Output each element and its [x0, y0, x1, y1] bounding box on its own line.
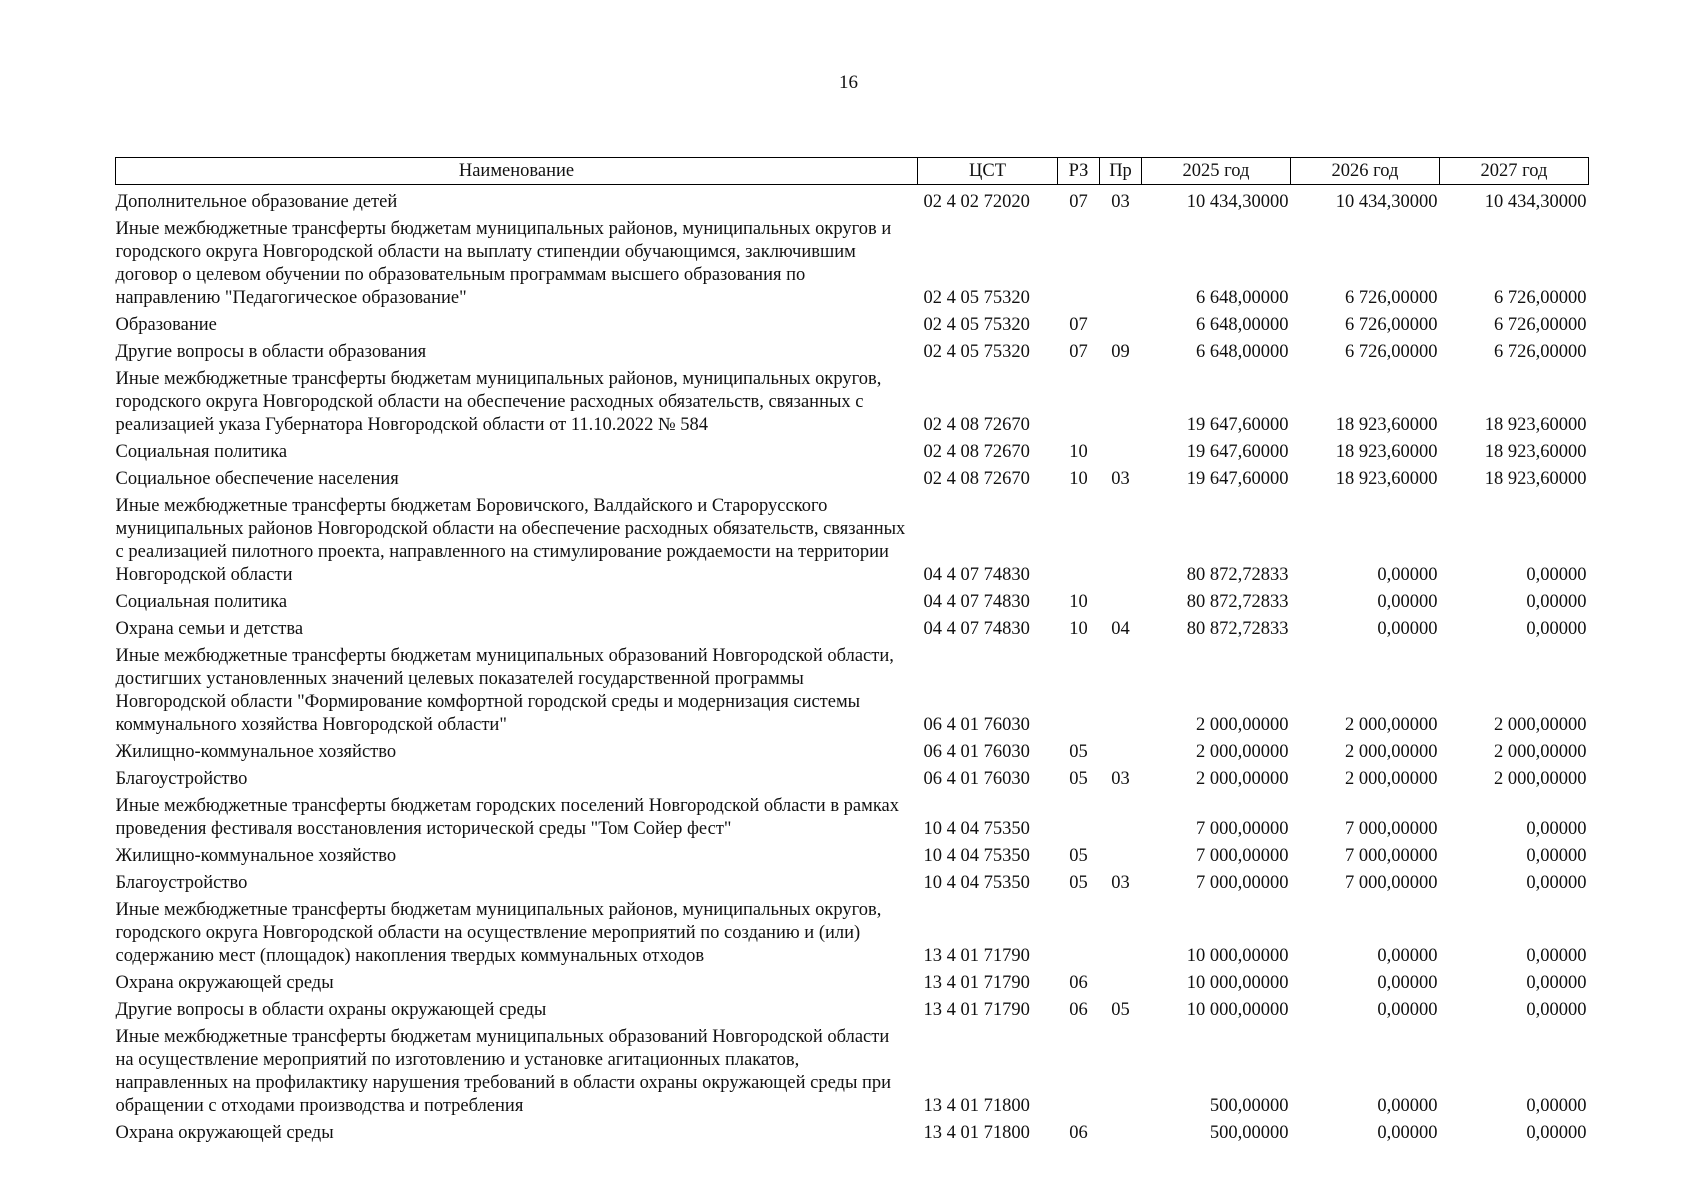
- cell-cst: 02 4 05 75320: [923, 288, 1030, 308]
- cell-2025: 80 872,72833: [1186, 619, 1289, 639]
- cell-cst: 06 4 01 76030: [923, 742, 1030, 762]
- cell-2025: 19 647,60000: [1186, 415, 1289, 435]
- cell-pr: [1100, 1119, 1142, 1146]
- cell-name: Охрана семьи и детства: [115, 619, 304, 639]
- cell-rz: [1058, 492, 1100, 588]
- cell-cst: 02 4 02 72020: [923, 192, 1030, 212]
- cell-cst: 02 4 05 75320: [923, 342, 1030, 362]
- cell-cst: 06 4 01 76030: [923, 769, 1030, 789]
- table-row: [116, 896, 1589, 969]
- cell-rz: 05: [1069, 742, 1088, 762]
- cell-2027: 2 000,00000: [1494, 769, 1587, 789]
- cell-2027: 2 000,00000: [1494, 742, 1587, 762]
- cell-name: Иные межбюджетные трансферты бюджетам муниципальных образований Новгородской области на осуществление мероприятий по изготовлению и установке агитационных плакатов, направленных на профилактику нарушения требований в области охраны окружающей среды при обращении с отходами производства и потребления: [115, 1027, 892, 1116]
- cell-name: Социальная политика: [115, 442, 288, 462]
- cell-pr: [1100, 969, 1142, 996]
- cell-cst: 02 4 05 75320: [923, 315, 1030, 335]
- cell-2027: 2 000,00000: [1494, 715, 1587, 735]
- cell-2025: 10 434,30000: [1186, 192, 1289, 212]
- cell-2027: 6 726,00000: [1494, 288, 1587, 308]
- cell-2025: 10 000,00000: [1186, 1000, 1289, 1020]
- cell-rz: 10: [1069, 469, 1088, 489]
- cell-2025: 6 648,00000: [1196, 288, 1289, 308]
- cell-2025: 7 000,00000: [1196, 873, 1289, 893]
- cell-2026: 7 000,00000: [1345, 873, 1438, 893]
- cell-2027: 0,00000: [1526, 946, 1587, 966]
- cell-rz: 07: [1069, 192, 1088, 212]
- cell-2026: 10 434,30000: [1335, 192, 1438, 212]
- cell-pr: [1100, 215, 1142, 311]
- cell-rz: [1058, 896, 1100, 969]
- cell-2026: 0,00000: [1377, 592, 1438, 612]
- cell-2025: 10 000,00000: [1186, 973, 1289, 993]
- cell-2026: 0,00000: [1377, 946, 1438, 966]
- cell-2025: 19 647,60000: [1186, 442, 1289, 462]
- cell-rz: 06: [1069, 1123, 1088, 1143]
- table-header: [116, 158, 1589, 185]
- cell-2027: 0,00000: [1526, 873, 1587, 893]
- table-row: [116, 615, 1589, 642]
- page-number: 16: [839, 72, 858, 93]
- cell-2027: 0,00000: [1526, 846, 1587, 866]
- cell-2026: 0,00000: [1377, 1096, 1438, 1116]
- cell-2026: 2 000,00000: [1345, 742, 1438, 762]
- cell-pr: [1100, 642, 1142, 738]
- cell-pr: 09: [1111, 342, 1130, 362]
- cell-pr: 03: [1111, 769, 1130, 789]
- cell-pr: [1100, 588, 1142, 615]
- table-row: [116, 738, 1589, 765]
- cell-cst: 10 4 04 75350: [923, 819, 1030, 839]
- cell-pr: 05: [1111, 1000, 1130, 1020]
- cell-2026: 18 923,60000: [1335, 442, 1438, 462]
- cell-pr: 03: [1111, 873, 1130, 893]
- cell-pr: 04: [1111, 619, 1130, 639]
- cell-rz: 07: [1069, 342, 1088, 362]
- cell-cst: 04 4 07 74830: [923, 592, 1030, 612]
- cell-2025: 2 000,00000: [1196, 769, 1289, 789]
- cell-pr: [1100, 438, 1142, 465]
- cell-2026: 6 726,00000: [1345, 288, 1438, 308]
- table-row: [116, 438, 1589, 465]
- cell-name: Дополнительное образование детей: [115, 192, 398, 212]
- cell-2027: 0,00000: [1526, 592, 1587, 612]
- cell-cst: 13 4 01 71790: [923, 1000, 1030, 1020]
- table-row: [116, 492, 1589, 588]
- cell-2025: 7 000,00000: [1196, 819, 1289, 839]
- cell-cst: 10 4 04 75350: [923, 846, 1030, 866]
- table-row: [116, 792, 1589, 842]
- cell-pr: [1100, 842, 1142, 869]
- cell-pr: [1100, 896, 1142, 969]
- cell-2026: 7 000,00000: [1345, 846, 1438, 866]
- cell-2026: 6 726,00000: [1345, 315, 1438, 335]
- cell-2027: 18 923,60000: [1484, 469, 1587, 489]
- cell-2027: 0,00000: [1526, 619, 1587, 639]
- table-row: [116, 365, 1589, 438]
- cell-name: Благоустройство: [115, 769, 248, 789]
- cell-2026: 18 923,60000: [1335, 469, 1438, 489]
- cell-pr: [1100, 1023, 1142, 1119]
- header-2025: 2025 год: [1142, 158, 1291, 185]
- cell-2027: 0,00000: [1526, 1123, 1587, 1143]
- cell-rz: 10: [1069, 442, 1088, 462]
- cell-2025: 80 872,72833: [1186, 592, 1289, 612]
- cell-2025: 19 647,60000: [1186, 469, 1289, 489]
- header-cst: ЦСТ: [918, 158, 1058, 185]
- cell-cst: 06 4 01 76030: [923, 715, 1030, 735]
- cell-name: Благоустройство: [115, 873, 248, 893]
- cell-pr: [1100, 792, 1142, 842]
- table-row: [116, 185, 1589, 216]
- cell-2026: 6 726,00000: [1345, 342, 1438, 362]
- header-pr: Пр: [1100, 158, 1142, 185]
- cell-cst: 13 4 01 71790: [923, 973, 1030, 993]
- table-row: [116, 765, 1589, 792]
- cell-name: Образование: [115, 315, 217, 335]
- cell-2026: 2 000,00000: [1345, 715, 1438, 735]
- table-row: [116, 996, 1589, 1023]
- cell-rz: 05: [1069, 846, 1088, 866]
- table-row: [116, 465, 1589, 492]
- table-row: [116, 311, 1589, 338]
- cell-2025: 10 000,00000: [1186, 946, 1289, 966]
- cell-cst: 13 4 01 71800: [923, 1123, 1030, 1143]
- cell-rz: [1058, 365, 1100, 438]
- cell-name: Иные межбюджетные трансферты бюджетам Боровичского, Валдайского и Старорусского муниципальных районов Новгородской области на обеспечение расходных обязательств, связанных с реализацией пилотного проекта, направленного на стимулирование рождаемости на территории Новгородской области: [115, 496, 906, 585]
- cell-2025: 80 872,72833: [1186, 565, 1289, 585]
- cell-2026: 7 000,00000: [1345, 819, 1438, 839]
- cell-pr: 03: [1111, 192, 1130, 212]
- table-row: [116, 842, 1589, 869]
- cell-2027: 6 726,00000: [1494, 342, 1587, 362]
- table-row: [116, 642, 1589, 738]
- cell-name: Жилищно-коммунальное хозяйство: [115, 846, 397, 866]
- cell-name: Социальное обеспечение населения: [115, 469, 399, 489]
- cell-pr: [1100, 738, 1142, 765]
- cell-pr: [1100, 365, 1142, 438]
- table-row: [116, 969, 1589, 996]
- cell-2025: 6 648,00000: [1196, 342, 1289, 362]
- cell-name: Другие вопросы в области образования: [115, 342, 427, 362]
- cell-2027: 10 434,30000: [1484, 192, 1587, 212]
- cell-2025: 7 000,00000: [1196, 846, 1289, 866]
- cell-name: Иные межбюджетные трансферты бюджетам муниципальных районов, муниципальных округов, городского округа Новгородской области на обеспечение расходных обязательств, связанных с реализацией указа Губернатора Новгородской области от 11.10.2022 № 584: [115, 369, 882, 435]
- cell-pr: 03: [1111, 469, 1130, 489]
- table-row: [116, 1023, 1589, 1119]
- table-body: [116, 185, 1589, 1147]
- cell-2027: 0,00000: [1526, 819, 1587, 839]
- cell-2026: 0,00000: [1377, 1123, 1438, 1143]
- cell-name: Иные межбюджетные трансферты бюджетам городских поселений Новгородской области в рамках проведения фестиваля восстановления исторической среды "Том Сойер фест": [115, 796, 900, 839]
- table-row: [116, 869, 1589, 896]
- cell-name: Иные межбюджетные трансферты бюджетам муниципальных образований Новгородской области, достигших установленных значений целевых показателей государственной программы Новгородской области "Формирование комфортной городской среды и модернизация системы коммунального хозяйства Новгородской области": [115, 646, 894, 735]
- cell-2025: 500,00000: [1209, 1096, 1289, 1116]
- cell-2027: 0,00000: [1526, 1096, 1587, 1116]
- cell-2026: 0,00000: [1377, 1000, 1438, 1020]
- cell-2025: 6 648,00000: [1196, 315, 1289, 335]
- cell-name: Охрана окружающей среды: [115, 973, 334, 993]
- table-row: [116, 1119, 1589, 1146]
- cell-2027: 0,00000: [1526, 565, 1587, 585]
- header-2026: 2026 год: [1291, 158, 1440, 185]
- cell-cst: 04 4 07 74830: [923, 565, 1030, 585]
- cell-pr: [1100, 492, 1142, 588]
- cell-rz: [1058, 1023, 1100, 1119]
- cell-2027: 18 923,60000: [1484, 442, 1587, 462]
- cell-2026: 0,00000: [1377, 619, 1438, 639]
- header-rz: РЗ: [1058, 158, 1100, 185]
- cell-rz: 10: [1069, 619, 1088, 639]
- cell-rz: 10: [1069, 592, 1088, 612]
- cell-cst: 02 4 08 72670: [923, 415, 1030, 435]
- cell-name: Социальная политика: [115, 592, 288, 612]
- cell-rz: 06: [1069, 1000, 1088, 1020]
- table-row: [116, 588, 1589, 615]
- cell-name: Иные межбюджетные трансферты бюджетам муниципальных районов, муниципальных округов и городского округа Новгородской области на выплату стипендии обучающимся, заключившим договор о целевом обучении по образовательным программам высшего образования по направлению "Педагогическое образование": [115, 219, 892, 308]
- cell-2025: 2 000,00000: [1196, 742, 1289, 762]
- cell-2026: 18 923,60000: [1335, 415, 1438, 435]
- cell-rz: 05: [1069, 873, 1088, 893]
- table-row: [116, 215, 1589, 311]
- cell-rz: 06: [1069, 973, 1088, 993]
- cell-2026: 0,00000: [1377, 565, 1438, 585]
- cell-2026: 2 000,00000: [1345, 769, 1438, 789]
- cell-name: Жилищно-коммунальное хозяйство: [115, 742, 397, 762]
- cell-2027: 0,00000: [1526, 973, 1587, 993]
- cell-cst: 13 4 01 71790: [923, 946, 1030, 966]
- header-name: Наименование: [116, 158, 918, 185]
- cell-cst: 10 4 04 75350: [923, 873, 1030, 893]
- cell-2025: 500,00000: [1209, 1123, 1289, 1143]
- cell-cst: 02 4 08 72670: [923, 469, 1030, 489]
- cell-2025: 2 000,00000: [1196, 715, 1289, 735]
- cell-name: Другие вопросы в области охраны окружающей среды: [115, 1000, 547, 1020]
- cell-2027: 0,00000: [1526, 1000, 1587, 1020]
- budget-table: [115, 157, 1589, 1146]
- cell-cst: 13 4 01 71800: [923, 1096, 1030, 1116]
- cell-name: Иные межбюджетные трансферты бюджетам муниципальных районов, муниципальных округов, городского округа Новгородской области на осуществление мероприятий по созданию и (или) содержанию мест (площадок) накопления твердых коммунальных отходов: [115, 900, 882, 966]
- cell-rz: [1058, 215, 1100, 311]
- cell-pr: [1100, 311, 1142, 338]
- cell-cst: 04 4 07 74830: [923, 619, 1030, 639]
- cell-rz: 07: [1069, 315, 1088, 335]
- table-row: [116, 338, 1589, 365]
- header-2027: 2027 год: [1440, 158, 1589, 185]
- cell-name: Охрана окружающей среды: [115, 1123, 334, 1143]
- cell-rz: [1058, 792, 1100, 842]
- cell-2027: 6 726,00000: [1494, 315, 1587, 335]
- cell-rz: [1058, 642, 1100, 738]
- cell-cst: 02 4 08 72670: [923, 442, 1030, 462]
- cell-2026: 0,00000: [1377, 973, 1438, 993]
- cell-rz: 05: [1069, 769, 1088, 789]
- cell-2027: 18 923,60000: [1484, 415, 1587, 435]
